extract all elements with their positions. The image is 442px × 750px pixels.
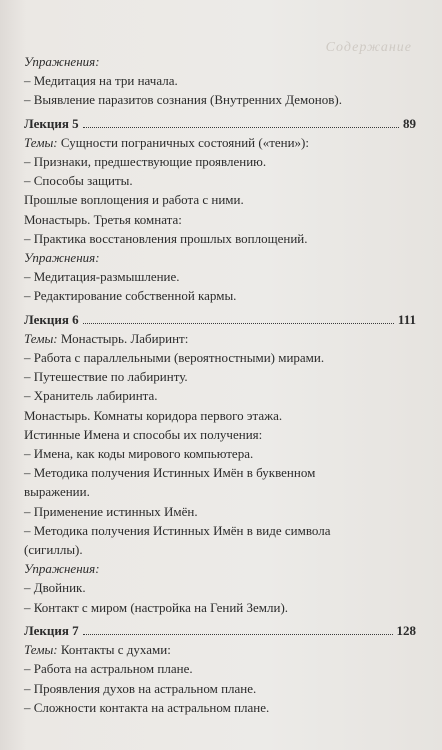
- leader-dots: [83, 127, 399, 128]
- topics-label: Темы:: [24, 642, 58, 658]
- topics-label: Темы:: [24, 330, 58, 346]
- list-item: – Медитация на три начала.: [24, 73, 178, 89]
- topics-text: Монастырь. Лабиринт:: [57, 330, 189, 346]
- list-item: Истинные Имена и способы их получения:: [24, 426, 263, 442]
- topics-text: Контакты с духами:: [57, 642, 171, 658]
- list-item: Прошлые воплощения и работа с ними.: [24, 192, 244, 208]
- page-number: 128: [396, 622, 416, 638]
- list-item: Монастырь. Третья комната:: [24, 211, 182, 227]
- exercises-label: Упражнения:: [24, 54, 100, 69]
- toc-entry-lecture-7[interactable]: [24, 621, 416, 640]
- list-item: – Редактирование собственной кармы.: [24, 288, 237, 304]
- list-item: – Методика получения Истинных Имён в буквенном: [24, 465, 316, 481]
- lecture-title: Лекция 5: [24, 115, 79, 131]
- list-item: – Сложности контакта на астральном плане.: [24, 699, 270, 715]
- list-item: – Медитация-размышление.: [24, 269, 180, 285]
- topics-label: Темы:: [24, 134, 58, 150]
- list-item: – Методика получения Истинных Имён в виде символа: [24, 522, 331, 538]
- list-item: – Способы защиты.: [24, 173, 133, 189]
- exercises-label: Упражнения:: [24, 250, 100, 266]
- toc-entry-lecture-6[interactable]: [24, 310, 416, 329]
- topics-line: [24, 640, 416, 659]
- leader-dots: [83, 634, 393, 635]
- list-item: Монастырь. Комнаты коридора первого этажа.: [24, 407, 283, 423]
- list-item: – Контакт с миром (настройка на Гений Земли).: [24, 599, 289, 615]
- list-item: – Выявление паразитов сознания (Внутренних Демонов).: [24, 92, 342, 108]
- page-number: 111: [397, 311, 416, 327]
- list-item: (сигиллы).: [24, 542, 83, 558]
- list-item: – Работа с параллельными (вероятностными) мирами.: [24, 350, 325, 366]
- list-item: – Хранитель лабиринта.: [24, 388, 158, 404]
- list-item: – Двойник.: [24, 580, 86, 596]
- list-item: – Работа на астральном плане.: [24, 661, 193, 677]
- topics-line: [24, 329, 416, 348]
- exercises-label: Упражнения:: [24, 561, 100, 577]
- page-number: 89: [403, 115, 416, 131]
- list-item: – Путешествие по лабиринту.: [24, 369, 188, 385]
- lecture-title: Лекция 6: [24, 311, 79, 327]
- list-item: – Имена, как коды мирового компьютера.: [24, 446, 254, 462]
- list-item: – Применение истинных Имён.: [24, 503, 198, 519]
- list-item: – Практика восстановления прошлых воплощений.: [24, 230, 308, 246]
- leader-dots: [83, 323, 394, 324]
- table-of-contents: [24, 52, 416, 717]
- list-item: – Проявления духов на астральном плане.: [24, 680, 257, 696]
- lecture-title: Лекция 7: [24, 622, 79, 638]
- topics-text: Сущности пограничных состояний («тени»):: [57, 134, 310, 150]
- list-item: выражении.: [24, 484, 90, 500]
- toc-entry-lecture-5[interactable]: [24, 114, 416, 133]
- topics-line: [24, 133, 416, 152]
- list-item: – Признаки, предшествующие проявлению.: [24, 154, 267, 170]
- bleed-through-heading: Содержание: [325, 40, 412, 55]
